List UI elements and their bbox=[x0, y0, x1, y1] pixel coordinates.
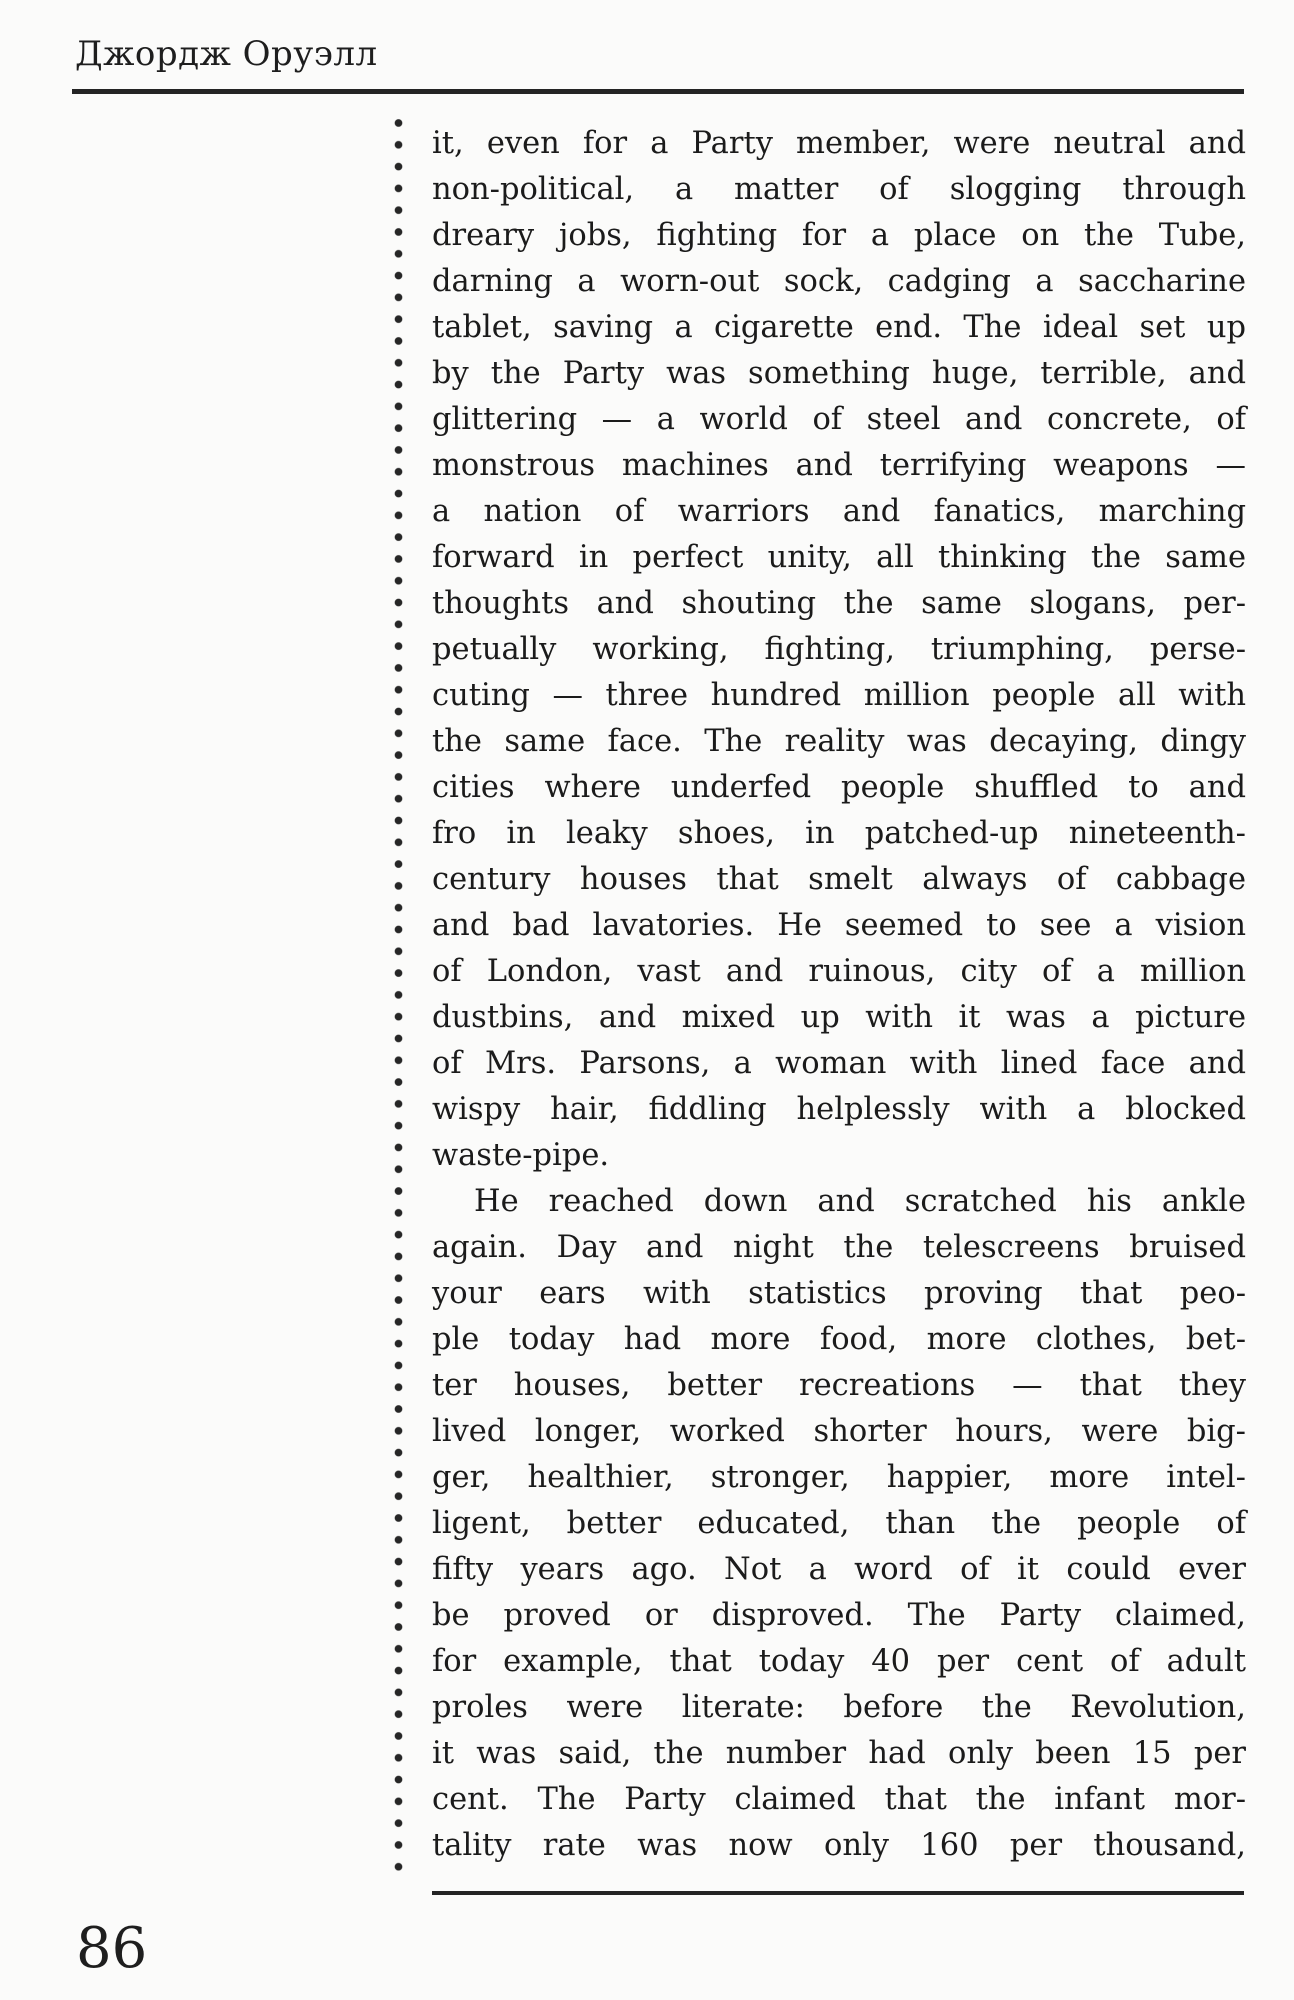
text-line: ter houses, better recreations — that they bbox=[432, 1368, 1246, 1403]
text-line: He reached down and scratched his ankle bbox=[474, 1184, 1246, 1219]
text-line: monstrous machines and terrifying weapons — bbox=[432, 448, 1246, 483]
text-line: dreary jobs, fighting for a place on the Tube, bbox=[432, 218, 1246, 253]
text-line: lived longer, worked shorter hours, were big- bbox=[432, 1414, 1246, 1449]
text-line: waste-pipe. bbox=[432, 1138, 610, 1173]
text-line: the same face. The reality was decaying, dingy bbox=[432, 724, 1246, 759]
text-line: fifty years ago. Not a word of it could ever bbox=[432, 1552, 1246, 1587]
header-rule bbox=[72, 89, 1244, 94]
text-line: it, even for a Party member, were neutral and bbox=[432, 126, 1246, 161]
text-line: wispy hair, fiddling helplessly with a blocked bbox=[432, 1092, 1246, 1127]
text-line: ger, healthier, stronger, happier, more intel- bbox=[432, 1460, 1246, 1495]
text-line: glittering — a world of steel and concrete, of bbox=[432, 402, 1246, 437]
text-line: non-political, a matter of slogging through bbox=[432, 172, 1246, 207]
text-line: cuting — three hundred million people all with bbox=[432, 678, 1246, 713]
text-line: tablet, saving a cigarette end. The ideal set up bbox=[432, 310, 1246, 345]
text-line: tality rate was now only 160 per thousand, bbox=[432, 1828, 1246, 1863]
dotted-margin-line bbox=[394, 118, 403, 1882]
running-header-author: Джордж Оруэлл bbox=[75, 34, 378, 74]
text-line: cent. The Party claimed that the infant mor- bbox=[432, 1782, 1246, 1817]
text-line: by the Party was something huge, terrible, and bbox=[432, 356, 1246, 391]
body-text bbox=[432, 121, 1246, 1869]
text-line: proles were literate: before the Revolution, bbox=[432, 1690, 1246, 1725]
text-line: ligent, better educated, than the people of bbox=[432, 1506, 1246, 1541]
text-line: and bad lavatories. He seemed to see a vision bbox=[432, 908, 1246, 943]
footer-rule bbox=[432, 1891, 1244, 1895]
text-line: petually working, fighting, triumphing, perse- bbox=[432, 632, 1246, 667]
text-line: a nation of warriors and fanatics, marching bbox=[432, 494, 1246, 529]
text-line: your ears with statistics proving that peo- bbox=[432, 1276, 1246, 1311]
page-number: 86 bbox=[76, 1916, 148, 1981]
text-line: darning a worn-out sock, cadging a saccharine bbox=[432, 264, 1246, 299]
text-line: of London, vast and ruinous, city of a million bbox=[432, 954, 1246, 989]
text-line: century houses that smelt always of cabbage bbox=[432, 862, 1246, 897]
text-line: for example, that today 40 per cent of adult bbox=[432, 1644, 1246, 1679]
text-line: ple today had more food, more clothes, bet- bbox=[432, 1322, 1246, 1357]
text-line: thoughts and shouting the same slogans, per- bbox=[432, 586, 1246, 621]
text-line: be proved or disproved. The Party claimed, bbox=[432, 1598, 1246, 1633]
text-line: cities where underfed people shuffled to and bbox=[432, 770, 1246, 805]
text-line: fro in leaky shoes, in patched-up nineteenth- bbox=[432, 816, 1246, 851]
text-line: of Mrs. Parsons, a woman with lined face and bbox=[432, 1046, 1246, 1081]
text-line: forward in perfect unity, all thinking the same bbox=[432, 540, 1246, 575]
text-line: it was said, the number had only been 15 per bbox=[432, 1736, 1246, 1771]
text-line: again. Day and night the telescreens bruised bbox=[432, 1230, 1246, 1265]
text-line: dustbins, and mixed up with it was a picture bbox=[432, 1000, 1246, 1035]
